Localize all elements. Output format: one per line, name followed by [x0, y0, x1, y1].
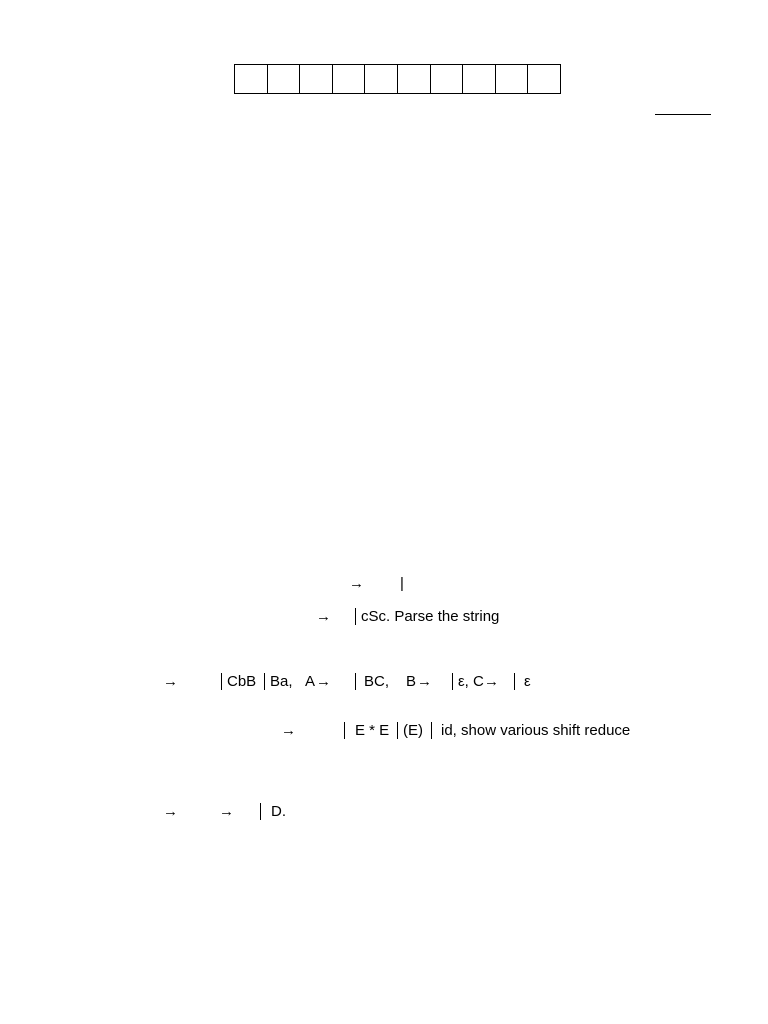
production-id-text: id, show various shift reduce — [441, 722, 631, 739]
alternation-bar: | — [400, 575, 404, 592]
arrow-icon: → — [281, 722, 296, 739]
production-d: D. — [271, 803, 286, 820]
production-paren-e: (E) — [403, 722, 423, 739]
alternation-bar — [452, 673, 453, 690]
nonterminal-b: B — [406, 673, 417, 690]
production-e-times-e: E * E — [355, 722, 390, 739]
roll-number-box — [300, 65, 333, 93]
arrow-icon: → — [163, 803, 178, 820]
production-bc: BC, — [364, 673, 390, 690]
arrow-icon: → — [417, 673, 432, 690]
alternation-bar — [431, 722, 432, 739]
alternation-bar — [397, 722, 398, 739]
nonterminal-a: A — [305, 673, 316, 690]
roll-number-box — [365, 65, 398, 93]
roll-number-box — [528, 65, 561, 93]
arrow-icon: → — [316, 673, 331, 690]
signature-line — [655, 114, 711, 115]
alternation-bar — [355, 608, 356, 625]
alternation-bar — [355, 673, 356, 690]
alternation-bar — [344, 722, 345, 739]
parse-string-text: cSc. Parse the string — [361, 608, 500, 625]
roll-number-box — [268, 65, 301, 93]
roll-number-box — [235, 65, 268, 93]
roll-number-boxes — [234, 64, 561, 94]
roll-number-box — [398, 65, 431, 93]
arrow-icon: → — [163, 673, 178, 690]
arrow-icon: → — [349, 575, 364, 592]
arrow-icon: → — [219, 803, 234, 820]
production-epsilon: ε — [524, 673, 531, 690]
alternation-bar — [514, 673, 515, 690]
alternation-bar — [260, 803, 261, 820]
alternation-bar — [221, 673, 222, 690]
production-ba: Ba, — [270, 673, 293, 690]
roll-number-box — [431, 65, 464, 93]
production-cbb: CbB — [227, 673, 257, 690]
alternation-bar — [264, 673, 265, 690]
arrow-icon: → — [316, 608, 331, 625]
arrow-icon: → — [484, 673, 499, 690]
roll-number-box — [496, 65, 529, 93]
roll-number-box — [463, 65, 496, 93]
roll-number-box — [333, 65, 366, 93]
production-epsilon-c: ε, C — [458, 673, 484, 690]
